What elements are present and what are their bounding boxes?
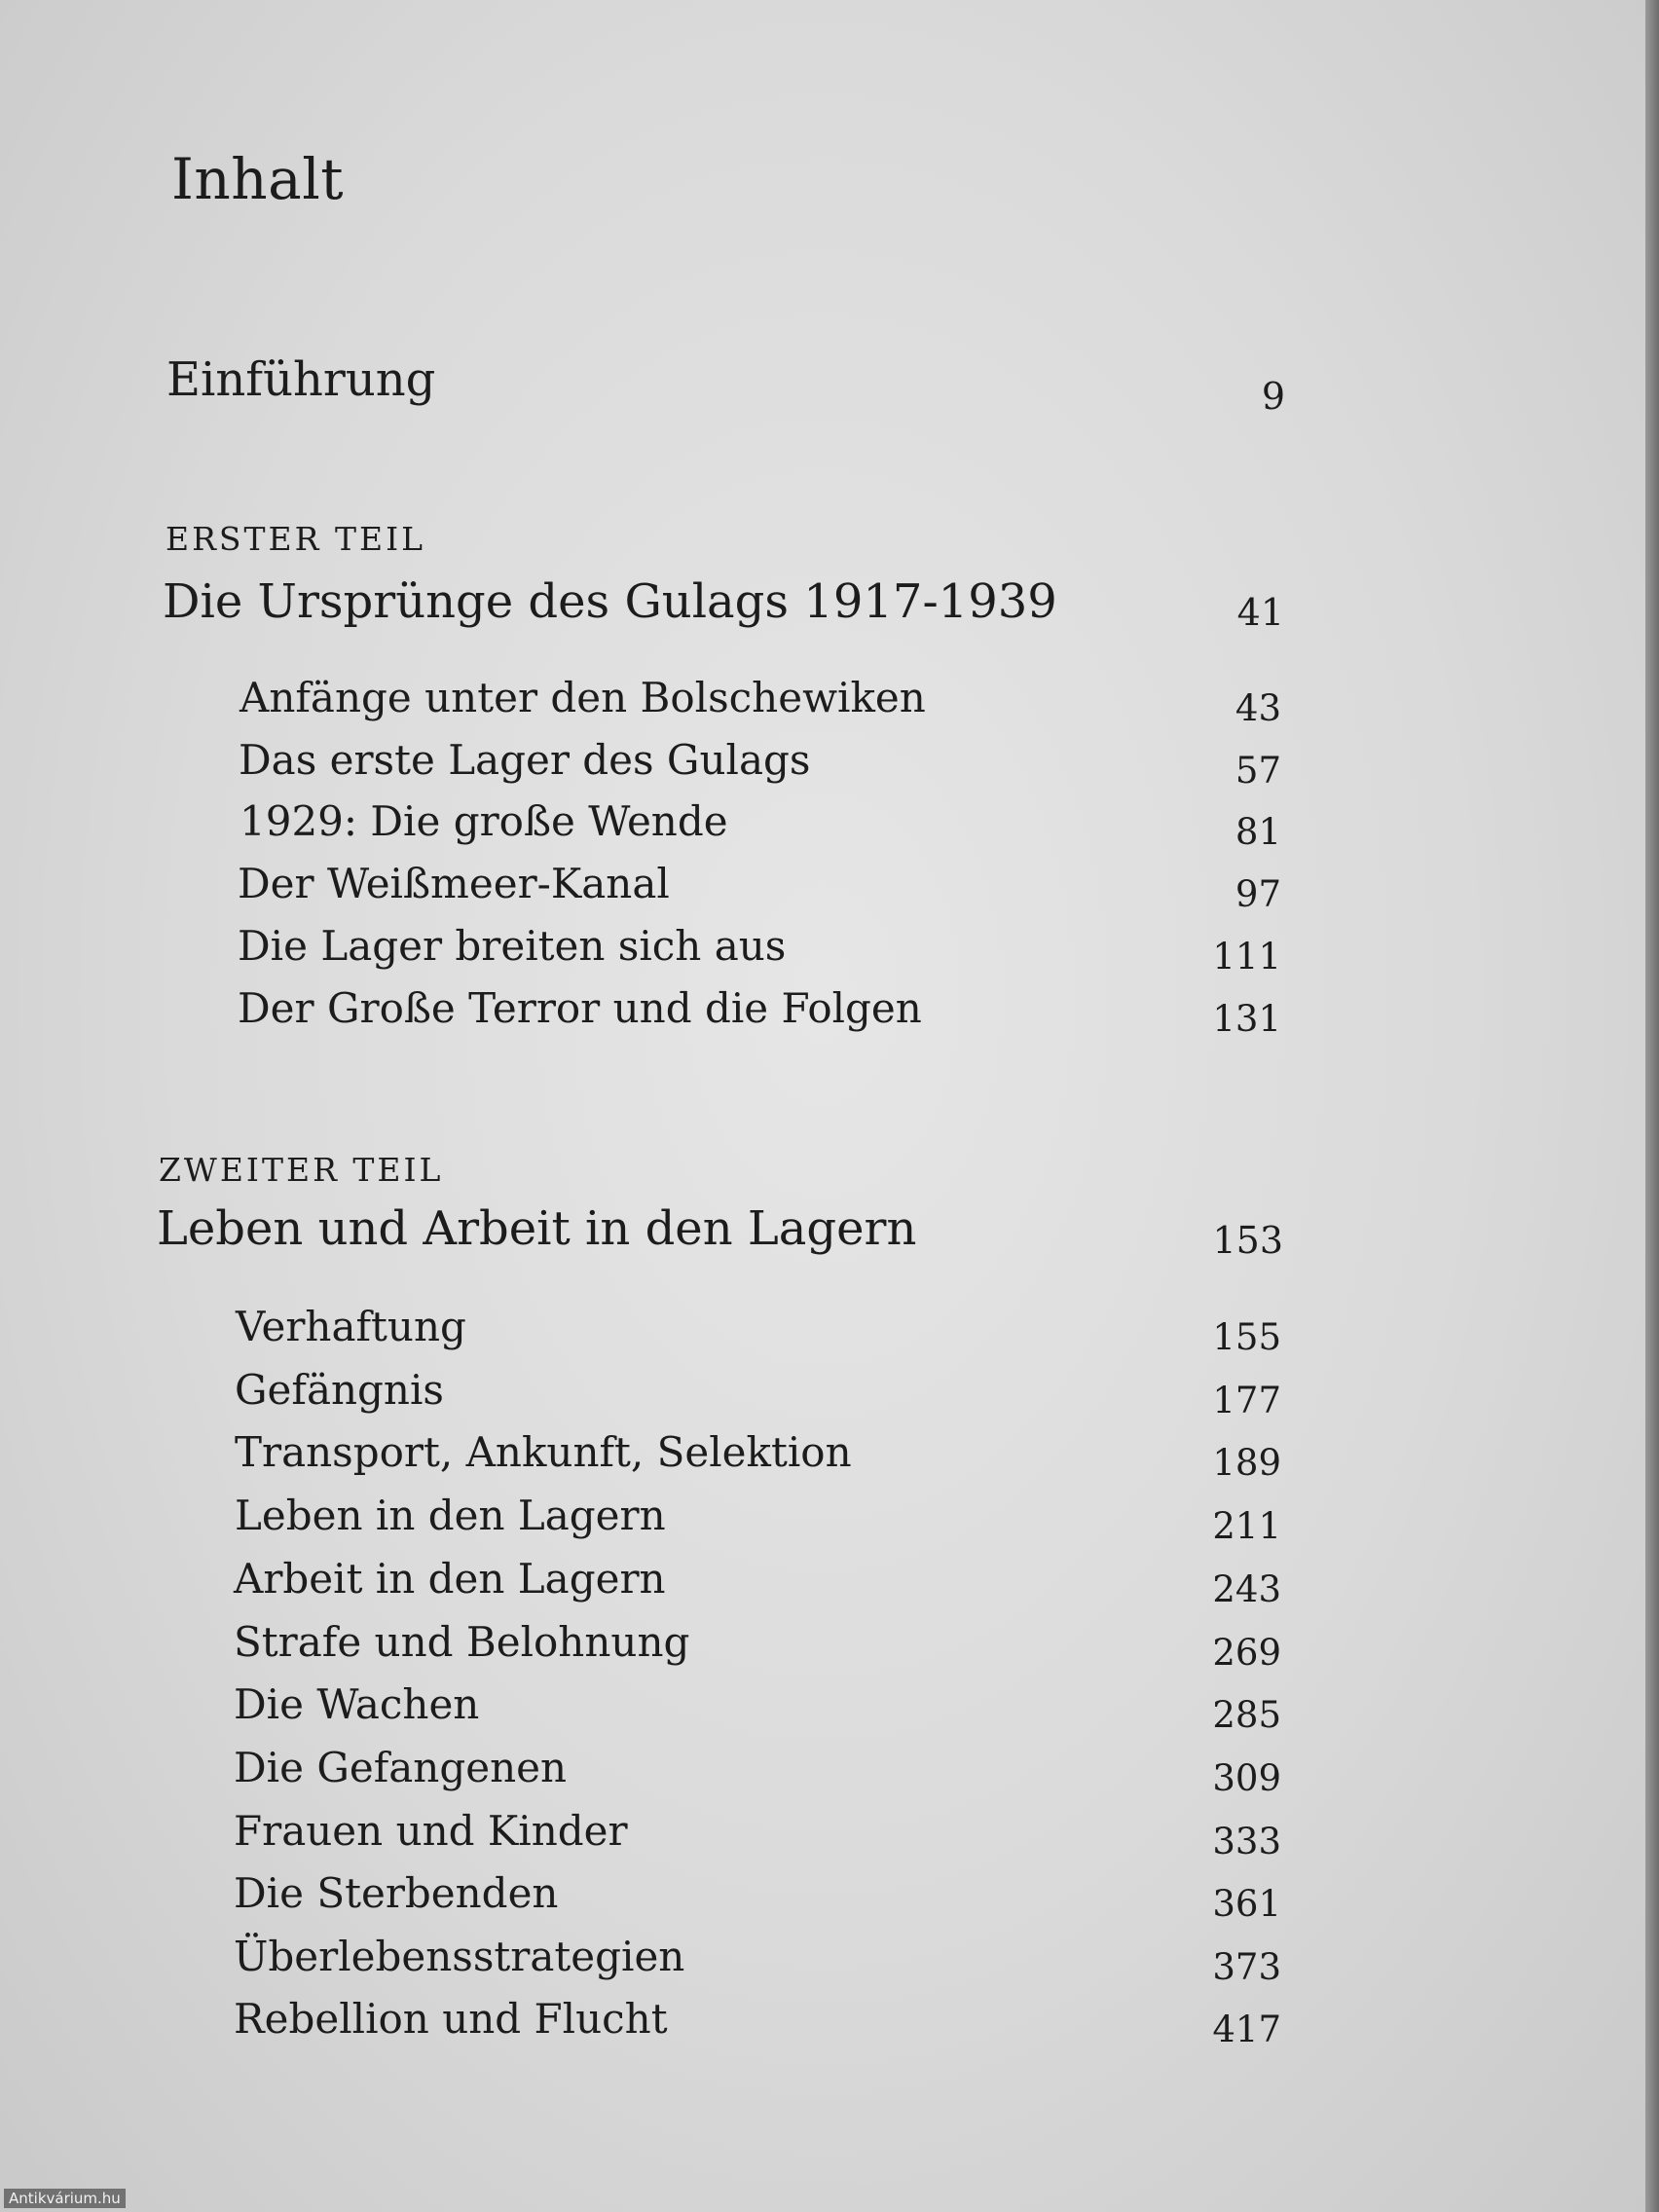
book-page-edge	[1645, 0, 1659, 2212]
chapter-title: Leben in den Lagern	[235, 1492, 666, 1539]
chapter-title: Die Wachen	[234, 1680, 480, 1728]
chapter-page: 43	[1235, 687, 1281, 729]
chapter-page: 361	[1212, 1883, 1281, 1925]
chapter-title: Rebellion und Flucht	[234, 1995, 668, 2043]
toc-title: Inhalt	[171, 146, 345, 212]
part-label: ZWEITER TEIL	[159, 1151, 444, 1189]
chapter-title: Anfänge unter den Bolschewiken	[240, 674, 926, 721]
part-page: 41	[1236, 591, 1284, 634]
toc-intro-page: 9	[1261, 375, 1285, 418]
chapter-title: Überlebensstrategien	[234, 1933, 685, 1980]
chapter-title: Frauen und Kinder	[234, 1807, 628, 1855]
chapter-page: 211	[1212, 1505, 1281, 1547]
chapter-title: Die Sterbenden	[234, 1869, 559, 1917]
chapter-page: 155	[1212, 1316, 1281, 1358]
chapter-page: 81	[1235, 811, 1281, 853]
chapter-page: 269	[1212, 1632, 1281, 1674]
chapter-page: 189	[1212, 1442, 1281, 1484]
toc-intro-title: Einführung	[166, 352, 436, 407]
part-label: ERSTER TEIL	[166, 520, 426, 558]
chapter-title: Die Gefangenen	[234, 1744, 568, 1791]
part-page: 153	[1212, 1219, 1283, 1262]
chapter-title: Die Lager breiten sich aus	[238, 922, 787, 970]
chapter-page: 177	[1212, 1380, 1281, 1421]
chapter-page: 309	[1212, 1757, 1281, 1799]
chapter-title: Transport, Ankunft, Selektion	[235, 1428, 852, 1476]
chapter-title: Gefängnis	[235, 1366, 444, 1414]
chapter-page: 243	[1212, 1568, 1281, 1610]
chapter-page: 333	[1212, 1821, 1281, 1862]
chapter-title: 1929: Die große Wende	[240, 797, 728, 845]
chapter-title: Der Große Terror und die Folgen	[238, 984, 922, 1032]
chapter-title: Der Weißmeer-Kanal	[238, 860, 670, 907]
chapter-title: Strafe und Belohnung	[234, 1618, 690, 1666]
part-title: Die Ursprünge des Gulags 1917-1939	[163, 574, 1057, 629]
watermark: Antikvárium.hu	[4, 2189, 126, 2208]
chapter-title: Arbeit in den Lagern	[234, 1555, 666, 1603]
chapter-page: 373	[1212, 1946, 1281, 1988]
chapter-page: 417	[1212, 2009, 1281, 2050]
chapter-page: 111	[1212, 936, 1281, 977]
chapter-page: 57	[1235, 750, 1281, 792]
chapter-page: 285	[1212, 1694, 1281, 1736]
chapter-title: Das erste Lager des Gulags	[239, 736, 811, 784]
chapter-title: Verhaftung	[236, 1303, 466, 1350]
chapter-page: 97	[1235, 873, 1281, 915]
chapter-page: 131	[1212, 998, 1281, 1040]
part-title: Leben und Arbeit in den Lagern	[157, 1201, 917, 1256]
